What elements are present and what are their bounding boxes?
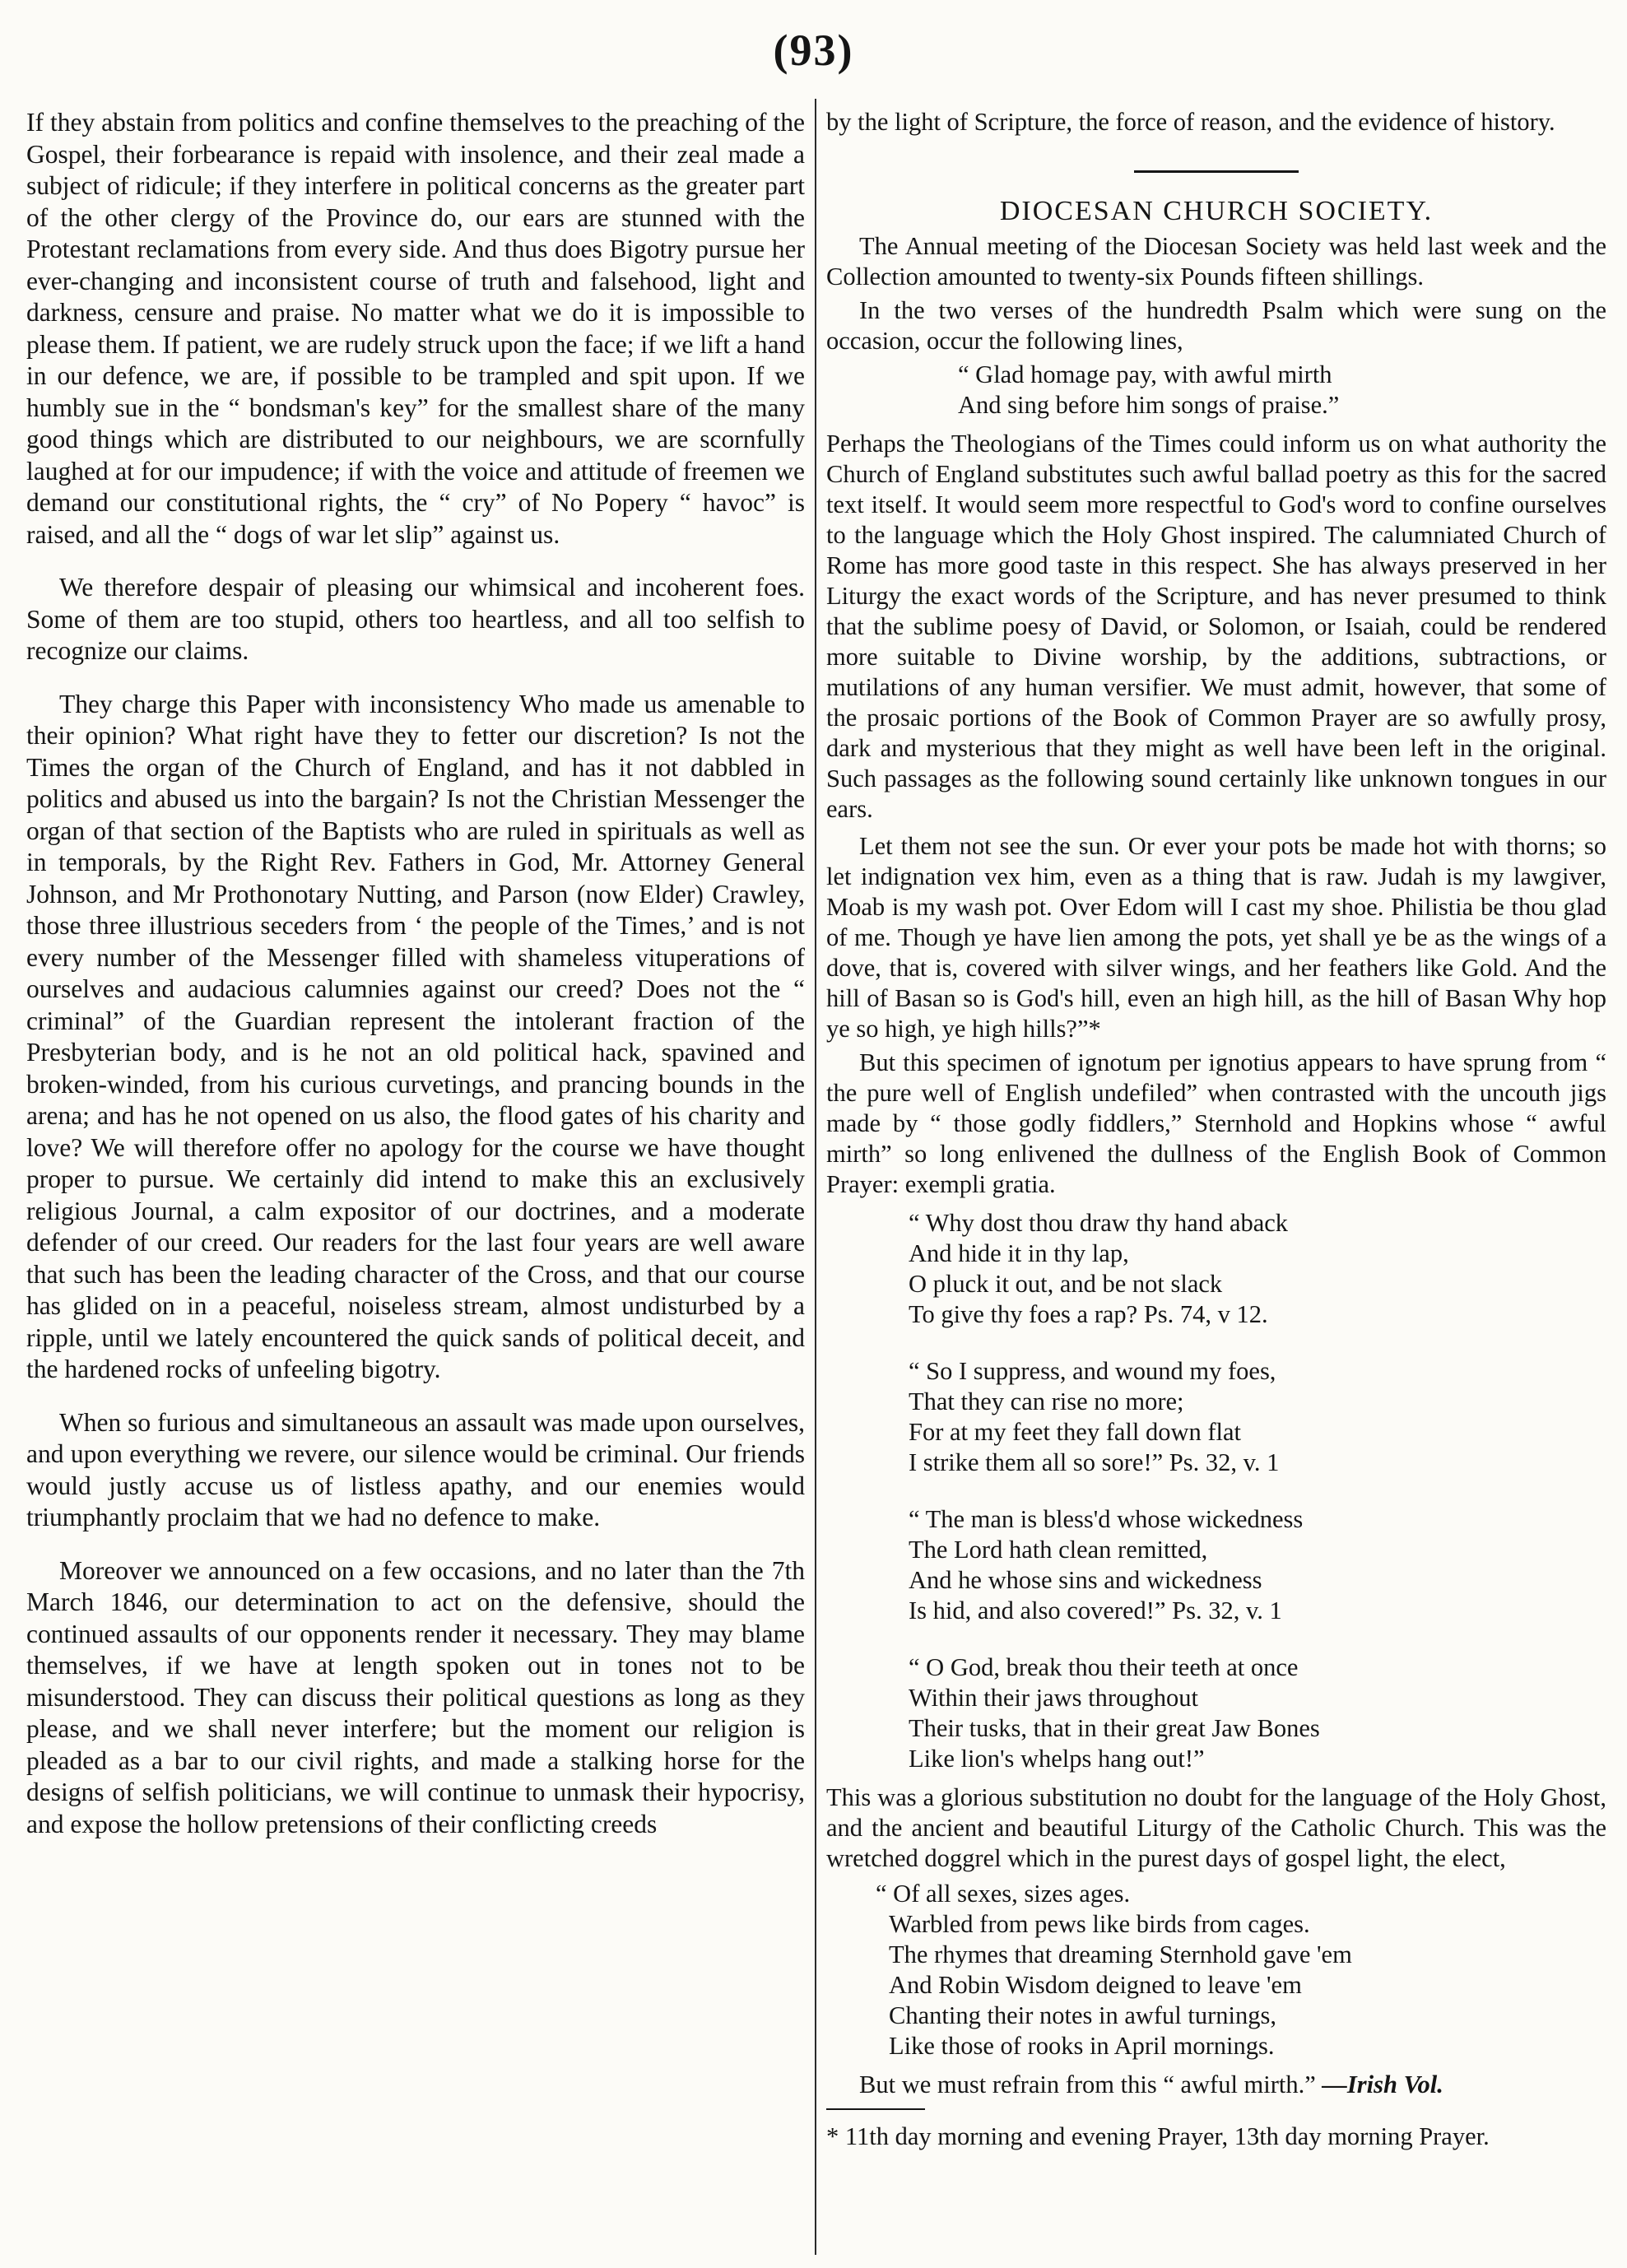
column-divider <box>815 99 816 2255</box>
verse-line: “ Why dost thou draw thy hand aback <box>909 1209 1289 1237</box>
verse-line: Within their jaws throughout <box>909 1684 1199 1712</box>
paragraph: But this specimen of ignotum per ignotius appears to have sprung from “ the pure well of English undefiled” when contrasted with the uncouth jigs made by “ those godly fiddlers,” Sternhold and Hopkins whose “ awful mirth” so long enlivened the dullness of the English Book of Common Prayer: exempli gratia. <box>826 1048 1606 1198</box>
verse-line: “ Of all sexes, sizes ages. <box>876 1880 1131 1908</box>
footnote: * 11th day morning and evening Prayer, 13th day morning Prayer. <box>826 2122 1490 2150</box>
verse-line: To give thy foes a rap? Ps. 74, v 12. <box>909 1300 1268 1328</box>
verse-line: For at my feet they fall down flat <box>909 1418 1242 1446</box>
verse-line: And hide it in thy lap, <box>909 1239 1129 1267</box>
stanza <box>826 1652 1606 1774</box>
section-heading: DIOCESAN CHURCH SOCIETY. <box>999 196 1434 226</box>
paragraph: Let them not see the sun. Or ever your pots be made hot with thorns; so let indignation vex him, even as a thing that is raw. Judah is my lawgiver, Moab is my wash pot. Over Edom will I cast my shoe. Philistia be thou glad of me. Though ye have lien among the pots, yet shall ye be as the wings of a dove, that is, covered with silver wings, and her feathers like Gold. And the hill of Basan so is God's hill, even an high hill, as the hill of Basan Why hop ye so high, ye high hills?”* <box>826 832 1606 1043</box>
verse-line: Like lion's whelps hang out!” <box>909 1745 1205 1773</box>
verse-line: Their tusks, that in their great Jaw Bones <box>909 1714 1320 1742</box>
verse-line: I strike them all so sore!” Ps. 32, v. 1 <box>909 1448 1280 1476</box>
stanza <box>826 1504 1606 1626</box>
continuation-text: by the light of Scripture, the force of reason, and the evidence of history. <box>826 108 1555 136</box>
paragraph: They charge this Paper with inconsistency Who made us amenable to their opinion? What right have they to fetter our discretion? Is not the Times the organ of the Church of England, and has it not dabbled in politics and abused us into the bargain? Is not the Christian Messenger the organ of that section of the Baptists who are ruled in spirituals as well as in temporals, by the Right Rev. Fathers in God, Mr. Attorney General Johnson, and Mr Prothonotary Nutting, and Parson (now Elder) Crawley, those three illustrious seceders from ‘ the people of the Times,’ and is not every number of the Messenger filled with shameless vituperations of ourselves and audacious calumnies against our creed? Does not the “ criminal” of the Guardian represent the intolerant fraction of the Presbyterian body, and is he not an old political hack, spavined and broken-winded, from his curious curvetings, and prancing bounds in the arena; and has he not opened on us also, the flood gates of his charity and love? We will therefore offer no apology for the course we have thought proper to pursue. We certainly did intend to make this an exclusively religious Journal, a calm expositor of our doctrines, and a moderate defender of our creed. Our readers for the last four years are well aware that such has been the leading character of the Cross, and that our course has glided on in a peaceful, noiseless stream, almost undisturbed by a ripple, until we lately encountered the quick sands of political deceit, and the hardened rocks of unfeeling bigotry. <box>26 689 805 1383</box>
closing-text: But we must refrain from this “ awful mirth.” <box>859 2070 1316 2098</box>
verse-line: And sing before him songs of praise.” <box>958 391 1340 419</box>
stanza <box>826 1356 1606 1478</box>
verse-line: Is hid, and also covered!” Ps. 32, v. 1 <box>909 1596 1282 1624</box>
stanza <box>826 1208 1606 1330</box>
verse-line: “ The man is bless'd whose wickedness <box>909 1505 1304 1533</box>
verse-line: That they can rise no more; <box>909 1387 1184 1415</box>
right-column <box>826 107 1606 2255</box>
verse-line: “ Glad homage pay, with awful mirth <box>958 360 1332 388</box>
verse-line: And Robin Wisdom deigned to leave 'em <box>889 1971 1302 1999</box>
psalm-quote <box>826 360 1606 421</box>
paragraph: Moreover we announced on a few occasions, and no later than the 7th March 1846, our determination to act on the defensive, should the continued assaults of our opponents render it necessary. They may blame themselves, if we have at length spoken out in tones not to be misunderstood. They can discuss their political questions as long as they please, and we shall never interfere; but the moment our religion is pleaded as a bar to our civil rights, and made a stalking horse for the designs of selfish politicians, we will continue to unmask their hypocrisy, and expose the hollow pretensions of their conflicting creeds <box>26 1555 805 1838</box>
paragraph: This was a glorious substitution no doubt for the language of the Holy Ghost, and the ancient and beautiful Liturgy of the Catholic Church. This was the wretched doggrel which in the purest days of gospel light, the elect, <box>826 1783 1606 1872</box>
footnote-rule <box>826 2108 925 2110</box>
paragraph: When so furious and simultaneous an assault was made upon ourselves, and upon everything we revere, our silence would be criminal. Our friends would justly accuse us of listless apathy, and our enemies would triumphantly proclaim that we had no defence to make. <box>26 1407 805 1531</box>
closing-line <box>826 2070 1606 2100</box>
verse-line: Like those of rooks in April mornings. <box>889 2032 1275 2060</box>
paragraph: Perhaps the Theologians of the Times could inform us on what authority the Church of England substitutes such awful ballad poetry as this for the sacred text itself. It would seem more respectful to God's word to confine ourselves to the language which the Holy Ghost inspired. The calumniated Church of Rome has more good taste in this respect. She has always preserved in her Liturgy the exact words of the Scripture, and has never presumed to think that the sublime poesy of David, or Solomon, or Isaiah, could be rendered more suitable to Divine worship, by the additions, subtractions, or mutilations of any human versifier. We must admit, however, that some of the prosaic portions of the Book of Common Prayer are so awfully prosy, dark and mysterious that they might as well have been left in the original. Such passages as the following sound certainly like unknown tongues in our ears. <box>826 430 1606 823</box>
page-number: (93) <box>773 26 854 75</box>
verse-line: Chanting their notes in awful turnings, <box>889 2001 1276 2029</box>
verse-line: “ O God, break thou their teeth at once <box>909 1653 1299 1681</box>
attribution: —Irish Vol. <box>1322 2070 1443 2098</box>
paragraph: If they abstain from politics and confine themselves to the preaching of the Gospel, their forbearance is repaid with insolence, and their zeal made a subject of ridicule; if they interfere in political concerns as the greater part of the other clergy of the Province do, our ears are stunned with the Protestant reclamations from every side. And thus does Bigotry pursue her ever-changing and inconsistent course of truth and falsehood, light and darkness, censure and praise. No matter what we do it is impossible to please them. If patient, we are rudely struck upon the face; if we lift a hand in our defence, we are, if possible to be trampled and spit upon. If we humbly sue in the “ bondsman's key” for the smallest share of the many good things which are distributed to our neighbours, we are scornfully laughed at for our impudence; if with the voice and attitude of freemen we demand our constitutional rights, the “ cry” of No Popery “ havoc” is raised, and all the “ dogs of war let slip” against us. <box>26 108 805 549</box>
verse-line: And he whose sins and wickedness <box>909 1566 1262 1594</box>
satirical-verse <box>826 1879 1606 2061</box>
paragraph: In the two verses of the hundredth Psalm which were sung on the occasion, occur the following lines, <box>826 296 1606 355</box>
section-rule <box>1134 170 1299 173</box>
verse-line: The Lord hath clean remitted, <box>909 1536 1208 1564</box>
verse-line: The rhymes that dreaming Sternhold gave 'em <box>889 1940 1352 1968</box>
paragraph: We therefore despair of pleasing our whimsical and incoherent foes. Some of them are too stupid, others too heartless, and all too selfish to recognize our claims. <box>26 573 805 665</box>
verse-line: Warbled from pews like birds from cages. <box>889 1910 1310 1938</box>
verse-line: “ So I suppress, and wound my foes, <box>909 1357 1276 1385</box>
paragraph: The Annual meeting of the Diocesan Society was held last week and the Collection amounted to twenty-six Pounds fifteen shillings. <box>826 232 1606 290</box>
left-column <box>26 107 805 2255</box>
verse-line: O pluck it out, and be not slack <box>909 1270 1223 1298</box>
